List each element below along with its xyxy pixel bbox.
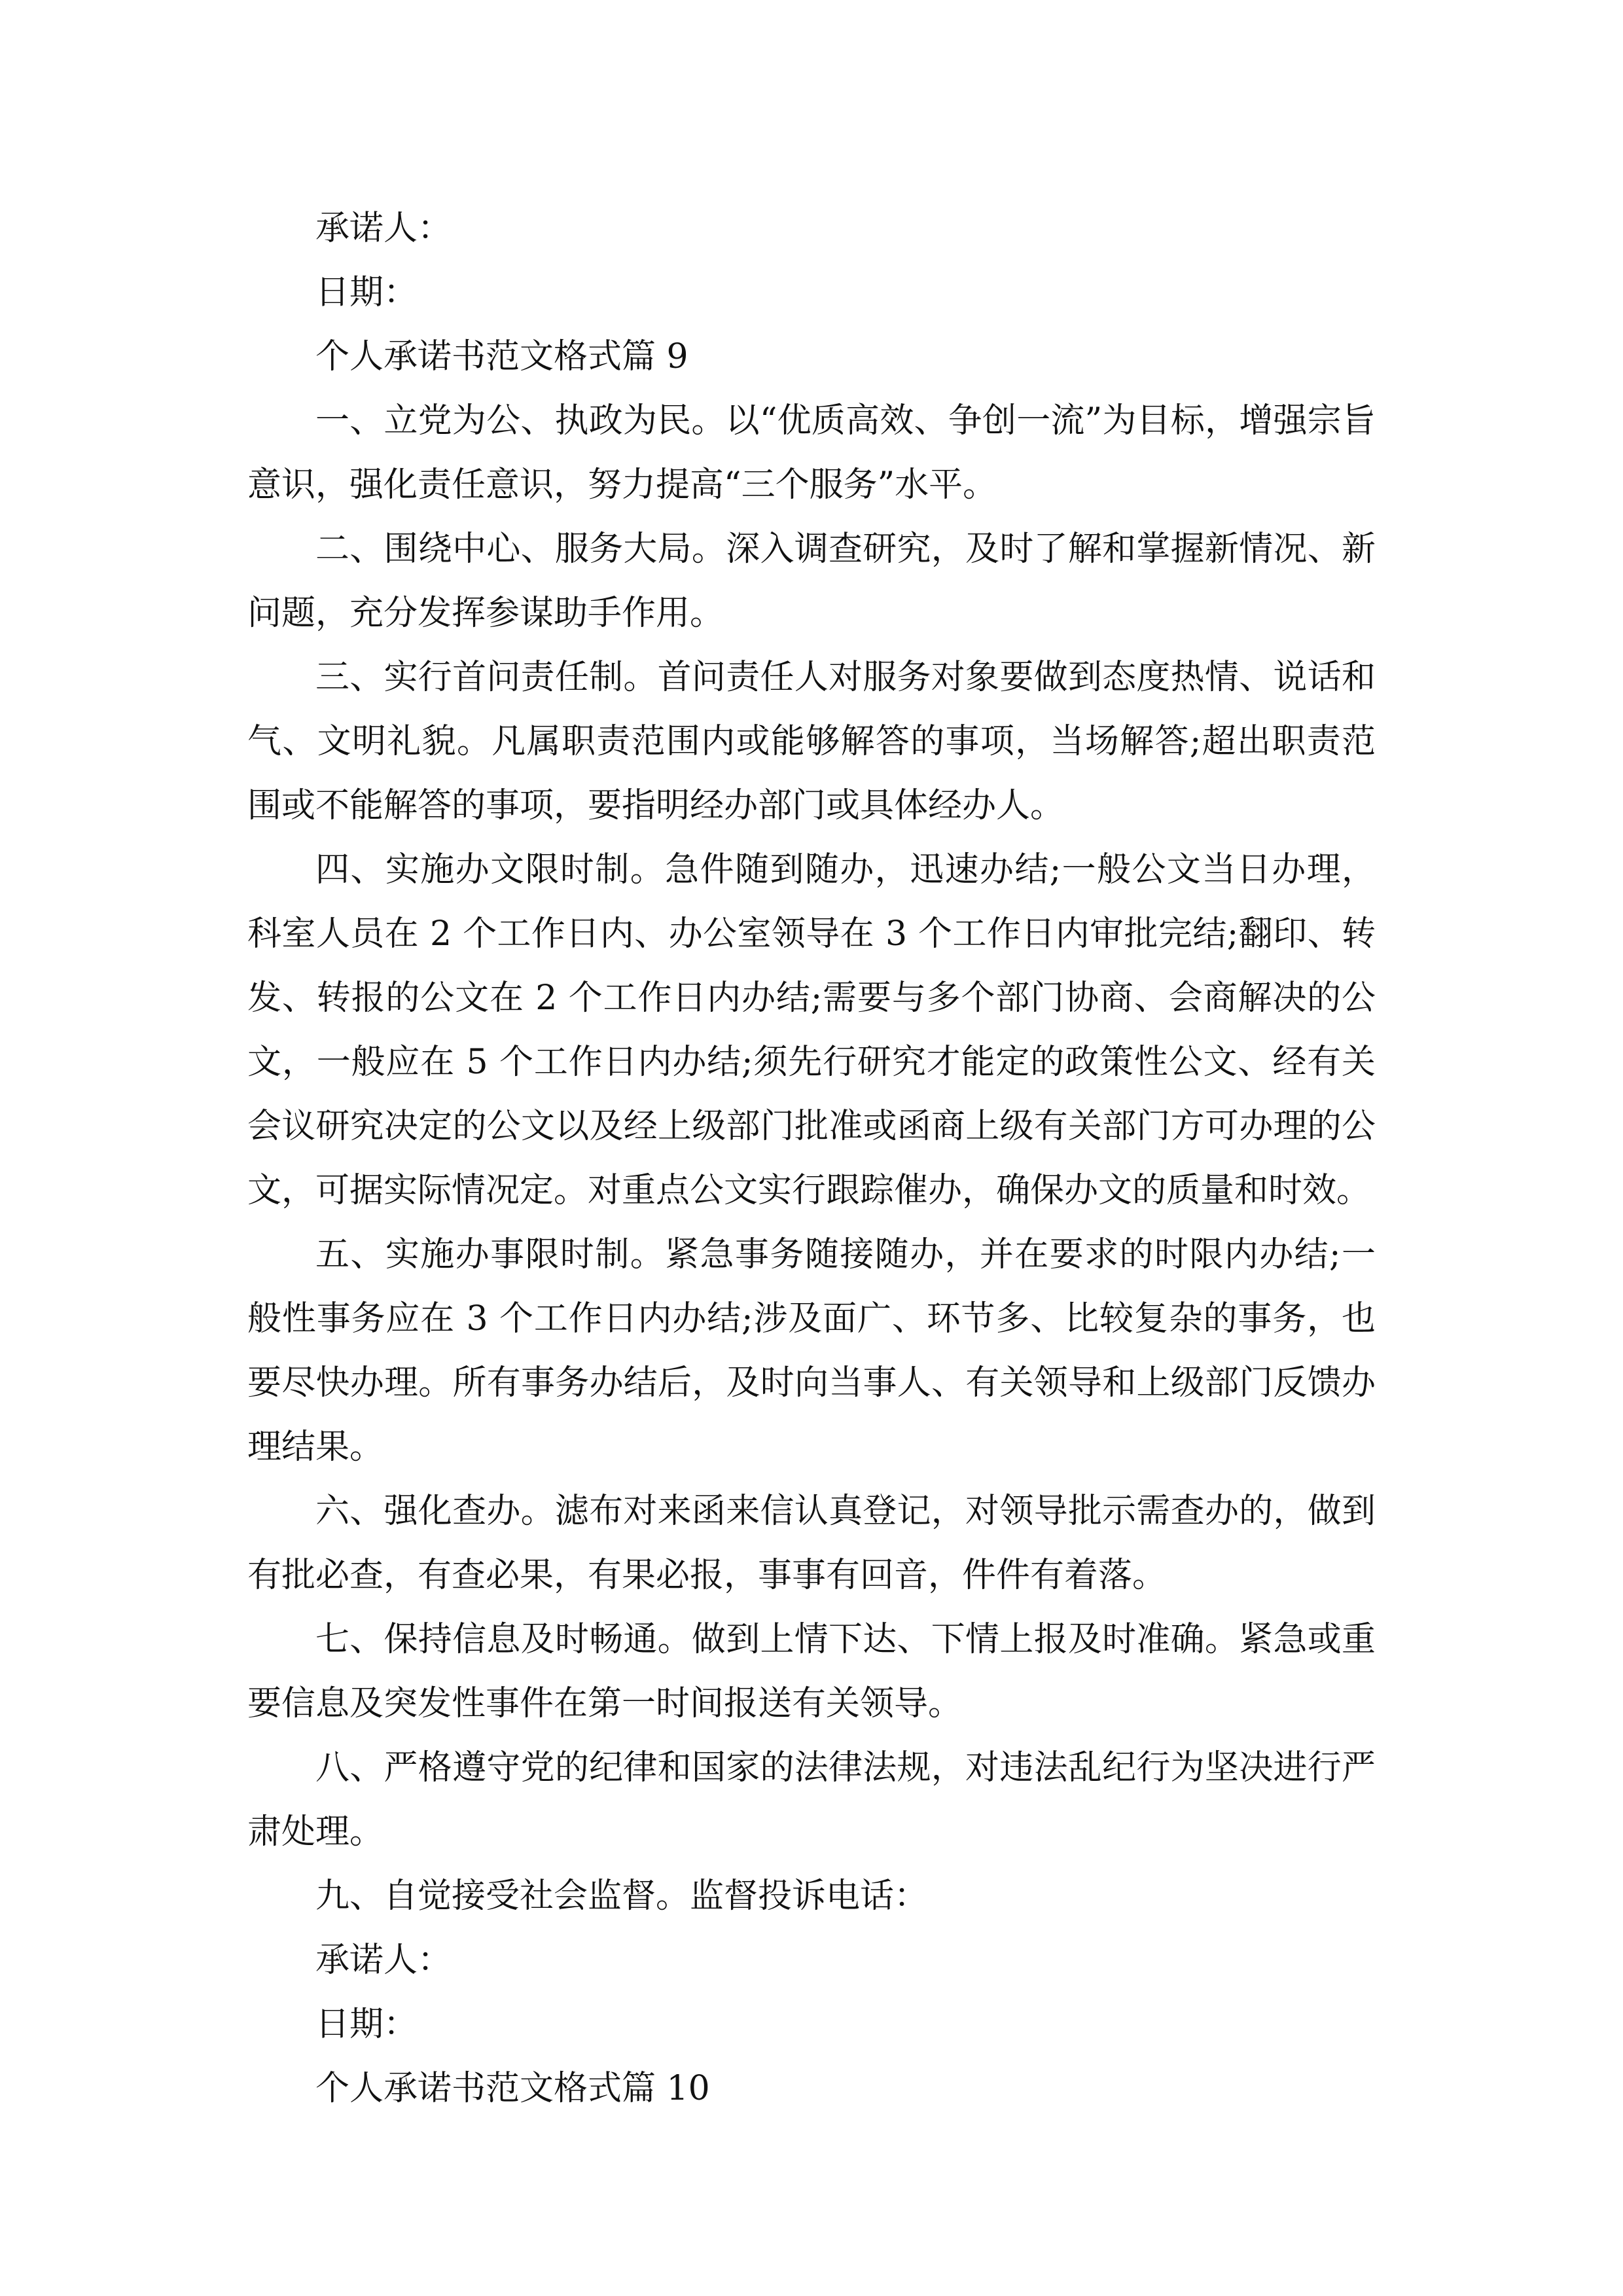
paragraph-8: 八、严格遵守党的纪律和国家的法律法规，对违法乱纪行为坚决进行严肃处理。 [247,1748,1376,1852]
paragraph-9: 九、自觉接受社会监督。监督投诉电话： [315,1876,929,1916]
paragraph-2: 二、围绕中心、服务大局。深入调查研究，及时了解和掌握新情况、新问题，充分发挥参谋助手作用。 [247,529,1376,633]
paragraph-7: 七、保持信息及时畅通。做到上情下达、下情上报及时准确。紧急或重要信息及突发性事件在第一时间报送有关领导。 [247,1620,1376,1723]
signer-label: 承诺人： [315,209,452,248]
paragraph-3: 三、实行首问责任制。首问责任人对服务对象要做到态度热情、说话和气、文明礼貌。凡属职责范围内或能够解答的事项，当场解答;超出职责范围或不能解答的事项，要指明经办部门或具体经办人。 [247,658,1376,825]
paragraph-1: 一、立党为公、执政为民。以“优质高效、争创一流”为目标，增强宗旨意识，强化责任意识，努力提高“三个服务”水平。 [247,401,1376,505]
section-title: 个人承诺书范文格式篇 9 [315,337,688,376]
signer-label: 承诺人： [315,1941,452,1980]
section-title: 个人承诺书范文格式篇 10 [315,2069,710,2108]
date-label: 日期： [315,2005,418,2044]
document-body [247,196,1376,2121]
paragraph-4: 四、实施办文限时制。急件随到随办，迅速办结;一般公文当日办理，科室人员在 2 个工作日内、办公室领导在 3 个工作日内审批完结;翻印、转发、转报的公文在 2 个工作日内办结;需要与多个部门协商、会商解决的公文，一般应在 5 个工作日内办结;须先行研究才能定的政策性公文、经有关会议研究决定的公文以及经上级部门批准或函商上级有关部门方可办理的公文，可据实际情况定。对重点公文实行跟踪催办，确保办文的质量和时效。 [247,850,1376,1210]
date-label: 日期： [315,273,418,312]
paragraph-6: 六、强化查办。滤布对来函来信认真登记，对领导批示需查办的，做到有批必查，有查必果，有果必报，事事有回音，件件有着落。 [247,1492,1376,1595]
paragraph-5: 五、实施办事限时制。紧急事务随接随办，并在要求的时限内办结;一般性事务应在 3 个工作日内办结;涉及面广、环节多、比较复杂的事务，也要尽快办理。所有事务办结后，及时向当事人、有关领导和上级部门反馈办理结果。 [247,1235,1376,1467]
